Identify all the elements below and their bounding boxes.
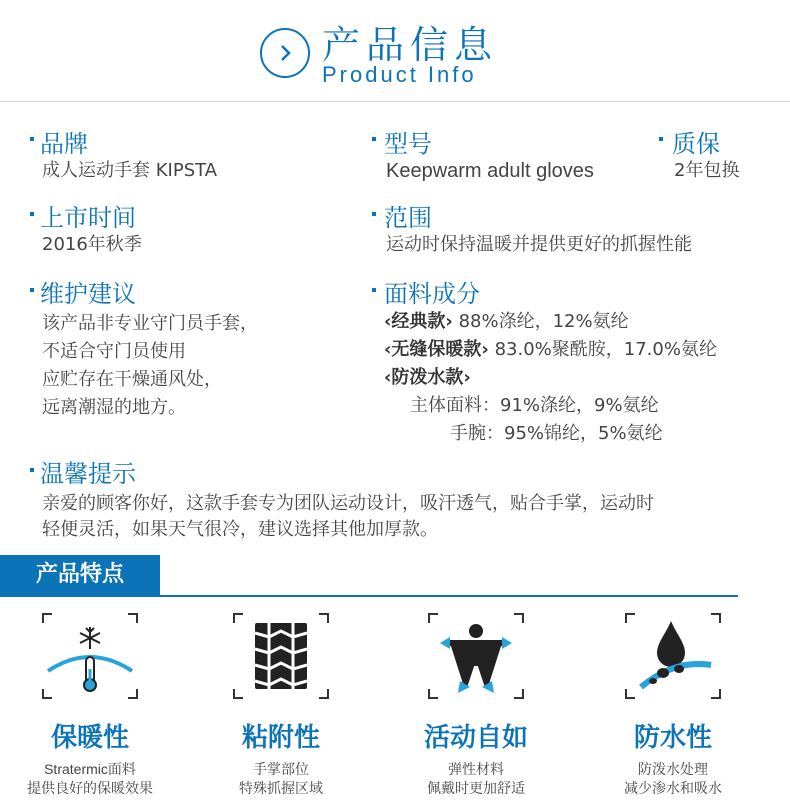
seamless-value: 83.0%聚酰胺，17.0%氨纶 [494,339,717,360]
scope-label: 范围 [384,204,432,232]
feature-desc: 特殊抓握区域 [239,780,323,796]
features-section-header [0,555,738,597]
model-label: 型号 [384,130,432,158]
tips-label: 温馨提示 [40,460,136,488]
seamless-label: ‹无缝保暖款› [384,339,489,360]
feature-card [186,613,376,798]
person-stretch-icon [428,613,524,699]
feature-desc: 防泼水处理 [638,761,708,777]
model-value: Keepwarm adult gloves [386,160,594,182]
snowflake-thermometer-icon [42,613,138,699]
feature-title: 防水性 [633,723,712,753]
feature-title: 保暖性 [50,723,129,753]
bullet-icon [30,137,34,141]
waterproof-wrist: 手腕：95%锦纶，5%氨纶 [450,423,663,444]
page-subtitle: Product Info [322,62,477,87]
material-seamless [384,336,717,364]
bullet-icon [372,212,376,216]
feature-desc: 提供良好的保暖效果 [27,780,153,796]
tread-pattern-icon [233,613,329,699]
bullet-icon [372,137,376,141]
material-classic [384,308,629,336]
bullet-icon [30,212,34,216]
tips-line: 亲爱的顾客你好，这款手套专为团队运动设计，吸汗透气，贴合手掌，运动时 [42,493,654,514]
bullet-icon [372,288,376,292]
feature-title: 活动自如 [423,723,528,753]
warranty-label: 质保 [672,130,720,158]
bullet-icon [30,288,34,292]
chevron-right-icon [260,28,310,78]
brand-label: 品牌 [40,130,88,158]
bullet-icon [30,468,34,472]
brand-value: 成人运动手套 KIPSTA [42,160,218,181]
care-line: 远离潮湿的地方。 [42,397,186,418]
water-drop-icon [625,613,721,699]
feature-desc: Stratermic面料 [44,761,136,777]
feature-desc: 减少渗水和吸水 [624,780,722,796]
scope-value: 运动时保持温暖并提供更好的抓握性能 [386,234,692,255]
tips-line: 轻便灵活，如果天气很冷，建议选择其他加厚款。 [42,519,438,540]
feature-desc: 佩戴时更加舒适 [427,780,525,796]
divider [0,101,790,102]
feature-title: 粘附性 [241,723,320,753]
care-line: 应贮存在干燥通风处， [42,369,222,390]
care-line: 该产品非专业守门员手套， [42,313,258,334]
release-value: 2016年秋季 [42,234,142,255]
release-label: 上市时间 [40,204,136,232]
feature-card [381,613,571,798]
warranty-value: 2年包换 [674,160,740,181]
classic-value: 88%涤纶，12%氨纶 [458,311,629,332]
feature-desc: 弹性材料 [448,761,504,777]
classic-label: ‹经典款› [384,311,453,332]
feature-card [578,613,768,798]
waterproof-main: 主体面料：91%涤纶，9%氨纶 [410,395,659,416]
features-section-title: 产品特点 [0,555,160,597]
waterproof-label: ‹防泼水款› [384,367,471,388]
feature-card [0,613,185,798]
page-title: 产品信息 [322,23,499,67]
bullet-icon [659,137,663,141]
material-label: 面料成分 [384,280,480,308]
care-label: 维护建议 [40,280,136,308]
care-line: 不适合守门员使用 [42,341,186,362]
feature-desc: 手掌部位 [253,761,309,777]
